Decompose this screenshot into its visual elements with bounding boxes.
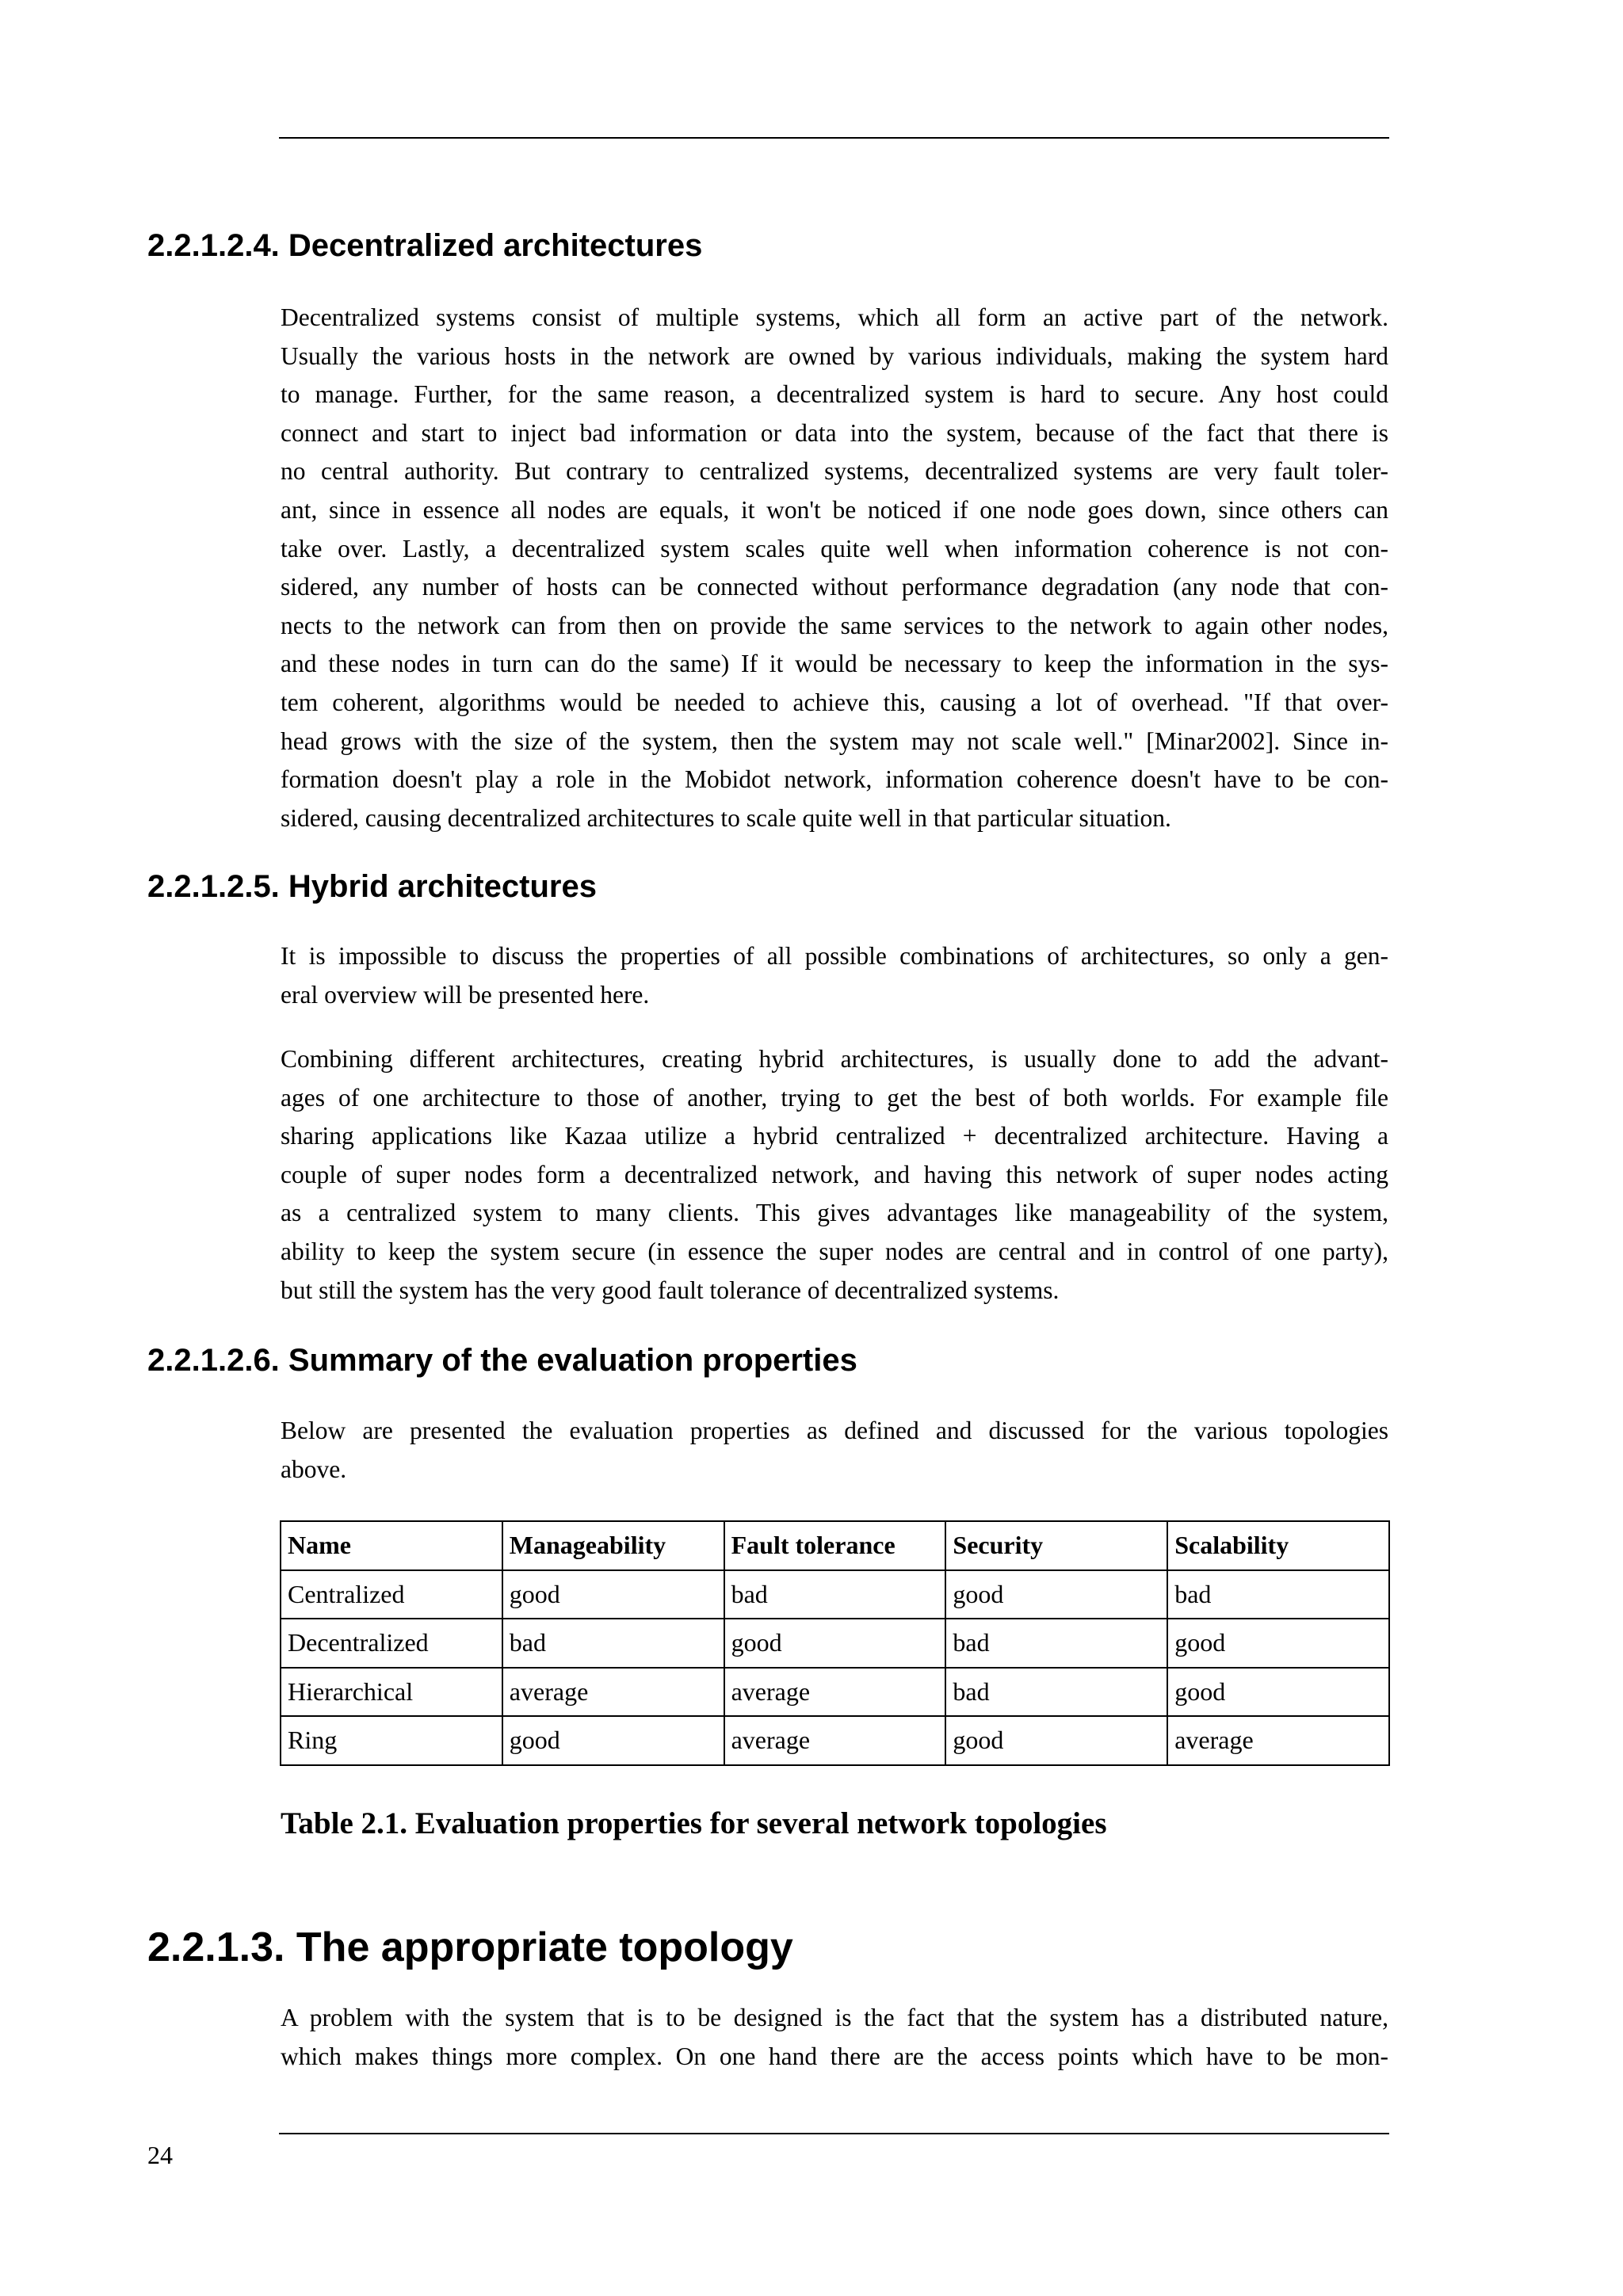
- text-line: ages of one architecture to those of another, trying to get the best of both worlds. For example file: [281, 1083, 1388, 1112]
- table-cell: Decentralized: [281, 1619, 502, 1668]
- table-cell: bad: [502, 1619, 724, 1668]
- text-line: ant, since in essence all nodes are equals, it won't be noticed if one node goes down, since others can: [281, 495, 1388, 524]
- table-cell: good: [945, 1716, 1167, 1765]
- section-heading-summary: 2.2.1.2.6. Summary of the evaluation properties: [147, 1343, 857, 1378]
- text-line: couple of super nodes form a decentralized network, and having this network of super nodes acting: [281, 1160, 1388, 1188]
- table-cell: good: [1167, 1619, 1389, 1668]
- table-cell: good: [724, 1619, 946, 1668]
- table-cell: bad: [945, 1668, 1167, 1717]
- text-line: no central authority. But contrary to centralized systems, decentralized systems are very fault toler-: [281, 457, 1388, 486]
- text-line: and these nodes in turn can do the same) If it would be necessary to keep the information in the sys-: [281, 650, 1388, 678]
- table-cell: bad: [724, 1570, 946, 1619]
- text-line: eral overview will be presented here.: [281, 980, 650, 1009]
- text-line: to manage. Further, for the same reason, a decentralized system is hard to secure. Any host could: [281, 380, 1388, 409]
- table-cell: good: [1167, 1668, 1389, 1717]
- text-line: Decentralized systems consist of multiple systems, which all form an active part of the network.: [281, 303, 1388, 331]
- paragraph-hybrid-intro: [281, 937, 1388, 1014]
- paragraph-hybrid-body: [281, 1040, 1388, 1310]
- page-number: 24: [147, 2141, 173, 2169]
- text-line: sidered, causing decentralized architectures to scale quite well in that particular situation.: [281, 803, 1171, 832]
- table-row: [281, 1570, 1389, 1619]
- section-heading-hybrid: 2.2.1.2.5. Hybrid architectures: [147, 869, 597, 904]
- table-header-cell: Scalability: [1167, 1521, 1389, 1570]
- text-line: nects to the network can from then on provide the same services to the network to again other nodes,: [281, 611, 1388, 639]
- table-header-cell: Fault tolerance: [724, 1521, 946, 1570]
- section-heading-topology: 2.2.1.3. The appropriate topology: [147, 1924, 793, 1970]
- text-line: sidered, any number of hosts can be connected without performance degradation (any node that con-: [281, 573, 1388, 601]
- text-line: ability to keep the system secure (in essence the super nodes are central and in control of one party),: [281, 1237, 1388, 1265]
- text-line: formation doesn't play a role in the Mobidot network, information coherence doesn't have to be con-: [281, 765, 1388, 794]
- text-line: Combining different architectures, creating hybrid architectures, is usually done to add the advant-: [281, 1045, 1388, 1073]
- paragraph-topology: [281, 1999, 1388, 2076]
- text-line: connect and start to inject bad information or data into the system, because of the fact that there is: [281, 418, 1388, 447]
- table-cell: Ring: [281, 1716, 502, 1765]
- table-header-cell: Name: [281, 1521, 502, 1570]
- table-header-cell: Manageability: [502, 1521, 724, 1570]
- table-cell: bad: [945, 1619, 1167, 1668]
- table-cell: good: [945, 1570, 1167, 1619]
- text-line: tem coherent, algorithms would be needed to achieve this, causing a lot of overhead. "If that over-: [281, 688, 1388, 716]
- table-caption: Table 2.1. Evaluation properties for several network topologies: [281, 1806, 1107, 1840]
- table-row: [281, 1716, 1389, 1765]
- header-rule: [279, 137, 1389, 139]
- text-line: as a centralized system to many clients. This gives advantages like manageability of the system,: [281, 1199, 1388, 1227]
- text-line: A problem with the system that is to be designed is the fact that the system has a distributed nature,: [281, 2004, 1388, 2031]
- text-line: head grows with the size of the system, then the system may not scale well." [Minar2002]. Since in-: [281, 727, 1388, 755]
- text-line: sharing applications like Kazaa utilize a hybrid centralized + decentralized architecture. Having a: [281, 1122, 1388, 1150]
- paragraph-summary-intro: [281, 1412, 1388, 1489]
- paragraph-decentralized: [281, 299, 1388, 837]
- text-line: above.: [281, 1455, 347, 1483]
- table-header-cell: Security: [945, 1521, 1167, 1570]
- table-cell: average: [502, 1668, 724, 1717]
- text-line: Usually the various hosts in the network are owned by various individuals, making the system hard: [281, 341, 1388, 370]
- text-line: Below are presented the evaluation properties as defined and discussed for the various topologies: [281, 1417, 1388, 1444]
- section-heading-decentralized: 2.2.1.2.4. Decentralized architectures: [147, 228, 703, 263]
- text-line: take over. Lastly, a decentralized system scales quite well when information coherence is not con-: [281, 534, 1388, 563]
- table-cell: Hierarchical: [281, 1668, 502, 1717]
- table-cell: average: [724, 1668, 946, 1717]
- table-row: [281, 1619, 1389, 1668]
- table-cell: bad: [1167, 1570, 1389, 1619]
- footer-rule: [279, 2133, 1389, 2134]
- table-cell: good: [502, 1716, 724, 1765]
- table-row: [281, 1668, 1389, 1717]
- table-cell: Centralized: [281, 1570, 502, 1619]
- table-cell: average: [1167, 1716, 1389, 1765]
- text-line: but still the system has the very good fault tolerance of decentralized systems.: [281, 1276, 1060, 1304]
- text-line: which makes things more complex. On one hand there are the access points which have to be mon-: [281, 2042, 1388, 2070]
- table-header-row: [281, 1521, 1389, 1570]
- evaluation-properties-table: [280, 1520, 1390, 1766]
- table-cell: average: [724, 1716, 946, 1765]
- text-line: It is impossible to discuss the properties of all possible combinations of architectures, so only a gen-: [281, 942, 1388, 970]
- table-cell: good: [502, 1570, 724, 1619]
